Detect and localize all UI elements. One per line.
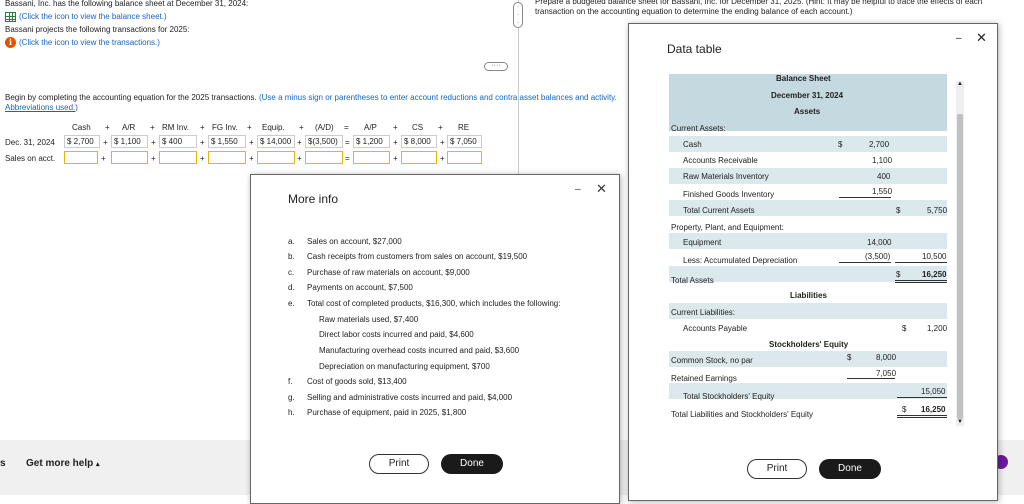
instructions-hint: (Use a minus sign or parentheses to enter account reductions and contra asset balances and activity. bbox=[258, 93, 617, 102]
op-h-4: + bbox=[247, 123, 252, 132]
double-underline bbox=[897, 415, 947, 418]
current-assets-label: Current Assets: bbox=[671, 124, 726, 133]
re-2024-value: $ 7,050 bbox=[447, 135, 482, 148]
rm-sales-input[interactable] bbox=[159, 151, 197, 164]
info-key: b. bbox=[288, 252, 295, 261]
info-text: Purchase of raw materials on account, $9,000 bbox=[307, 268, 470, 277]
scrollbar-thumb[interactable] bbox=[957, 114, 963, 419]
op-1-5: + bbox=[297, 138, 302, 147]
minimize-icon[interactable]: – bbox=[575, 184, 581, 195]
op-2-4: + bbox=[249, 154, 254, 163]
current-liabilities-label: Current Liabilities: bbox=[671, 308, 736, 317]
underline bbox=[839, 197, 891, 198]
info-item-e bbox=[288, 299, 588, 308]
info-text: Cash receipts from customers from sales on account, $19,500 bbox=[307, 252, 528, 261]
re-label: Retained Earnings bbox=[671, 374, 737, 383]
tca-value: 5,750 bbox=[927, 206, 947, 215]
caret-up-icon: ▴ bbox=[96, 461, 100, 468]
data-table-title: Data table bbox=[667, 42, 722, 56]
instructions-text: Begin by completing the accounting equation for the 2025 transactions. bbox=[5, 93, 257, 102]
info-item-d bbox=[288, 283, 588, 292]
info-key: c. bbox=[288, 268, 295, 277]
info-text: Total cost of completed products, $16,300, which includes the following: bbox=[307, 299, 561, 308]
se-heading: Stockholders' Equity bbox=[769, 340, 849, 349]
rm-label: Raw Materials Inventory bbox=[683, 172, 769, 181]
row-sales-on-acct-label: Sales on acct. bbox=[5, 154, 56, 163]
op-1-8: + bbox=[440, 138, 445, 147]
cash-label: Cash bbox=[683, 140, 702, 149]
info-subitem-overhead: Manufacturing overhead costs incurred and paid, $3,600 bbox=[319, 346, 520, 355]
sheet-title: Balance Sheet bbox=[776, 74, 831, 83]
close-icon[interactable]: ✕ bbox=[596, 181, 607, 196]
ad-sales-input[interactable] bbox=[305, 151, 343, 164]
info-item-b bbox=[288, 252, 588, 261]
info-item-a bbox=[288, 237, 588, 246]
data-table-dialog bbox=[628, 23, 998, 501]
info-text: Cost of goods sold, $13,400 bbox=[307, 377, 407, 386]
op-h-5: + bbox=[299, 123, 304, 132]
ta-value: 16,250 bbox=[922, 270, 947, 279]
re-value: 7,050 bbox=[876, 369, 897, 378]
cash-dollar: $ bbox=[838, 140, 843, 149]
underline bbox=[839, 262, 891, 263]
divider-handle[interactable]: · · · bbox=[513, 2, 523, 28]
balance-sheet bbox=[669, 74, 947, 426]
op-1-6: = bbox=[345, 138, 350, 147]
tlse-value: 16,250 bbox=[921, 405, 946, 414]
info-text: Sales on account, $27,000 bbox=[307, 237, 402, 246]
ap-label: Accounts Payable bbox=[683, 324, 748, 333]
row-dec-31-label: Dec. 31, 2024 bbox=[5, 138, 55, 147]
done-button[interactable]: Done bbox=[441, 454, 503, 474]
question-line-1: Bassani, Inc. has the following balance sheet at December 31, 2024: bbox=[5, 0, 249, 8]
cs-dollar: $ bbox=[847, 353, 852, 362]
fg-sales-input[interactable] bbox=[208, 151, 246, 164]
get-more-help-label: Get more help bbox=[26, 458, 94, 469]
abbreviations-link[interactable]: Abbreviations used. bbox=[5, 103, 76, 112]
fg-2024-value: $ 1,550 bbox=[208, 135, 246, 148]
underline bbox=[897, 397, 947, 398]
op-1-7: + bbox=[393, 138, 398, 147]
ap-dollar: $ bbox=[902, 324, 907, 333]
question-line-3: Bassani projects the following transactions for 2025: bbox=[5, 24, 190, 34]
re-sales-input[interactable] bbox=[447, 151, 482, 164]
view-balance-sheet-link[interactable]: (Click the icon to view the balance sheet.) bbox=[19, 11, 167, 21]
op-h-1: + bbox=[105, 123, 110, 132]
fg-label: Finished Goods Inventory bbox=[683, 190, 775, 199]
op-1-2: + bbox=[151, 138, 156, 147]
ad-value: (3,500) bbox=[865, 252, 891, 261]
cs-value: 8,000 bbox=[876, 353, 897, 362]
header-ar: A/R bbox=[122, 123, 136, 132]
scroll-up-icon[interactable]: ▲ bbox=[957, 81, 963, 87]
header-rm-inv: RM Inv. bbox=[162, 123, 189, 132]
sheet-date: December 31, 2024 bbox=[771, 91, 844, 100]
ad-label: Less: Accumulated Depreciation bbox=[683, 256, 798, 265]
more-info-dialog bbox=[250, 174, 620, 504]
header-re: RE bbox=[458, 123, 470, 132]
equip-value: 14,000 bbox=[867, 238, 892, 247]
info-subitem-depreciation: Depreciation on manufacturing equipment, $700 bbox=[319, 362, 490, 371]
op-1-3: + bbox=[200, 138, 205, 147]
info-icon[interactable]: i bbox=[5, 37, 16, 48]
info-key: g. bbox=[288, 393, 295, 402]
ar-value: 1,100 bbox=[872, 156, 893, 165]
header-cash: Cash bbox=[72, 123, 91, 132]
header-ad: (A/D) bbox=[315, 123, 334, 132]
op-h-3: + bbox=[200, 123, 205, 132]
tse-label: Total Stockholders' Equity bbox=[683, 392, 775, 401]
op-h-8: + bbox=[438, 123, 443, 132]
cs-sales-input[interactable] bbox=[401, 151, 437, 164]
print-button[interactable]: Print bbox=[369, 454, 429, 474]
info-item-h bbox=[288, 408, 588, 417]
cs-label: Common Stock, no par bbox=[671, 356, 753, 365]
info-key: f. bbox=[288, 377, 293, 386]
info-key: h. bbox=[288, 408, 295, 417]
tca-label: Total Current Assets bbox=[683, 206, 755, 215]
rm-value: 400 bbox=[877, 172, 891, 181]
cash-value: 2,700 bbox=[869, 140, 890, 149]
tlse-label: Total Liabilities and Stockholders' Equity bbox=[671, 410, 814, 419]
op-h-2: + bbox=[150, 123, 155, 132]
header-equip: Equip. bbox=[262, 123, 285, 132]
print-button[interactable]: Print bbox=[747, 459, 807, 479]
op-h-6: = bbox=[344, 123, 349, 132]
cash-2024-value: $ 2,700 bbox=[64, 135, 100, 148]
op-2-3: + bbox=[200, 154, 205, 163]
ap-value: 1,200 bbox=[927, 324, 947, 333]
double-underline bbox=[895, 280, 947, 283]
op-2-6: = bbox=[345, 154, 350, 163]
info-item-c bbox=[288, 268, 588, 277]
ppe-label: Property, Plant, and Equipment: bbox=[671, 223, 784, 232]
info-key: e. bbox=[288, 299, 295, 308]
info-key: a. bbox=[288, 237, 295, 246]
op-h-7: + bbox=[393, 123, 398, 132]
get-more-help-button[interactable] bbox=[26, 458, 100, 469]
done-button[interactable]: Done bbox=[819, 459, 881, 479]
liabilities-heading: Liabilities bbox=[790, 291, 827, 300]
ap-sales-input[interactable] bbox=[353, 151, 390, 164]
info-text: Payments on account, $7,500 bbox=[307, 283, 413, 292]
op-2-7: + bbox=[393, 154, 398, 163]
rm-2024-value: $ 400 bbox=[159, 135, 197, 148]
instructions bbox=[5, 93, 635, 113]
expand-handle[interactable]: ···· bbox=[484, 62, 508, 71]
view-transactions-link[interactable]: (Click the icon to view the transactions.) bbox=[19, 37, 160, 47]
ar-2024-value: $ 1,100 bbox=[111, 135, 148, 148]
op-2-8: + bbox=[440, 154, 445, 163]
header-fg-inv: FG Inv. bbox=[212, 123, 238, 132]
info-key: d. bbox=[288, 283, 295, 292]
scroll-down-icon[interactable]: ▼ bbox=[957, 419, 963, 425]
equip-label: Equipment bbox=[683, 238, 722, 247]
question-right-text: Prepare a budgeted balance sheet for Bassani, Inc. for December 31, 2025. (Hint: It may be helpful to trace the effects of each transaction on the accounting equation to determine the ending balance of each account.) bbox=[535, 0, 983, 16]
footer-left-char: s bbox=[0, 458, 6, 469]
equip-2024-value: $ 14,000 bbox=[257, 135, 295, 148]
header-cs: CS bbox=[412, 123, 424, 132]
tlse-dollar: $ bbox=[902, 405, 907, 414]
ap-2024-value: $ 1,200 bbox=[353, 135, 390, 148]
ad-net-value: 10,500 bbox=[922, 252, 947, 261]
question-text bbox=[5, 0, 248, 49]
ta-label: Total Assets bbox=[671, 276, 714, 285]
ar-label: Accounts Receivable bbox=[683, 156, 758, 165]
abbreviations-close-paren: ) bbox=[75, 103, 78, 112]
minimize-icon[interactable]: – bbox=[956, 33, 962, 44]
ar-sales-input[interactable] bbox=[111, 151, 148, 164]
header-ap: A/P bbox=[364, 123, 377, 132]
info-subitem-raw-materials: Raw materials used, $7,400 bbox=[319, 315, 419, 324]
tse-value: 15,050 bbox=[921, 387, 946, 396]
op-1-4: + bbox=[249, 138, 254, 147]
fg-value: 1,550 bbox=[872, 187, 893, 196]
info-text: Selling and administrative costs incurred and paid, $4,000 bbox=[307, 393, 513, 402]
table-icon[interactable] bbox=[5, 12, 16, 22]
close-icon[interactable]: ✕ bbox=[976, 30, 987, 45]
cash-sales-input[interactable] bbox=[64, 151, 98, 164]
ad-2024-value: $(3,500) bbox=[305, 135, 343, 148]
underline bbox=[847, 378, 895, 379]
assets-heading: Assets bbox=[794, 107, 821, 116]
equip-sales-input[interactable] bbox=[257, 151, 295, 164]
underline bbox=[895, 262, 947, 263]
op-2-5: + bbox=[297, 154, 302, 163]
info-item-f bbox=[288, 377, 588, 386]
op-2-2: + bbox=[151, 154, 156, 163]
tca-dollar: $ bbox=[896, 206, 901, 215]
info-subitem-direct-labor: Direct labor costs incurred and paid, $4,600 bbox=[319, 330, 474, 339]
row-band bbox=[669, 136, 947, 152]
op-2-1: + bbox=[101, 154, 106, 163]
cs-2024-value: $ 8,000 bbox=[401, 135, 437, 148]
more-info-title: More info bbox=[288, 192, 339, 206]
info-item-g bbox=[288, 393, 588, 402]
op-1-1: + bbox=[103, 138, 108, 147]
info-text: Purchase of equipment, paid in 2025, $1,800 bbox=[307, 408, 467, 417]
ta-dollar: $ bbox=[896, 270, 901, 279]
